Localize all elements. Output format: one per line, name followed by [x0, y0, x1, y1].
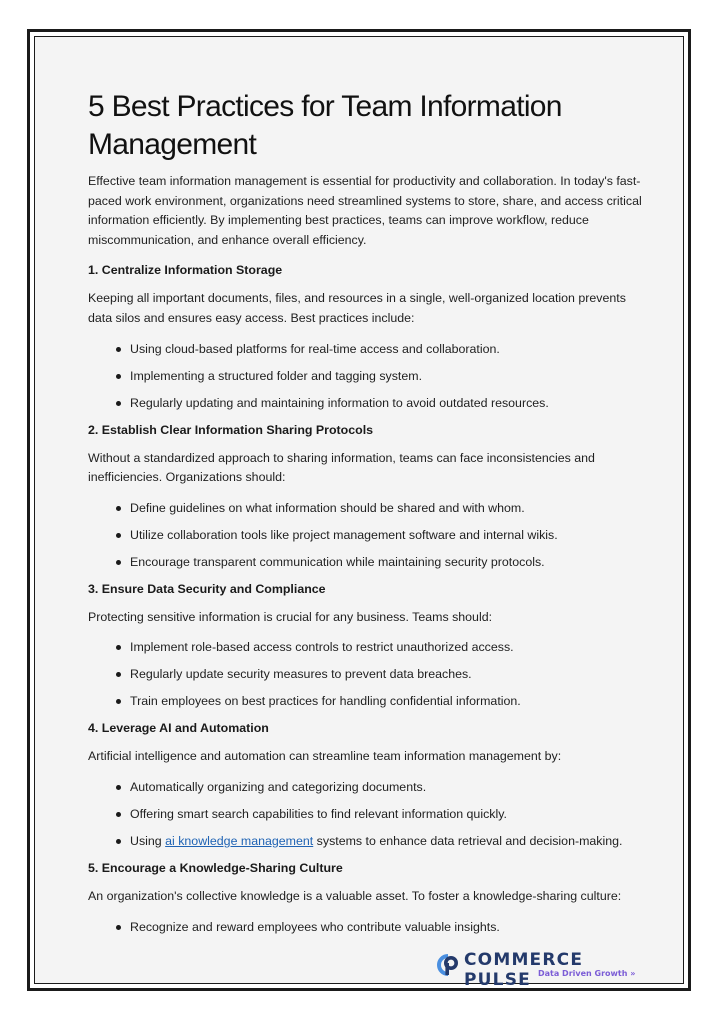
- ai-knowledge-management-link[interactable]: ai knowledge management: [165, 833, 314, 848]
- bullet-icon: [116, 839, 121, 844]
- bullet-icon: [116, 699, 121, 704]
- section-3-heading: 3. Ensure Data Security and Compliance: [88, 581, 326, 596]
- section-5-list: [88, 918, 648, 937]
- section-2-heading: 2. Establish Clear Information Sharing Protocols: [88, 422, 374, 437]
- bullet-icon: [116, 401, 121, 406]
- intro-paragraph: Effective team information management is essential for productivity and collaboration. In today's fast-paced work environment, organizations need streamlined systems to store, share, and access critical information efficiently. By implementing best practices, teams can improve workflow, reduce miscommunication, and enhance overall efficiency.: [88, 174, 642, 247]
- bullet-icon: [116, 347, 121, 352]
- section-5-paragraph: An organization's collective knowledge is a valuable asset. To foster a knowledge-sharing culture:: [88, 888, 622, 903]
- list-item: Offering smart search capabilities to find relevant information quickly.: [88, 805, 648, 824]
- section-1-heading: 1. Centralize Information Storage: [88, 263, 283, 278]
- list-item: Recognize and reward employees who contribute valuable insights.: [88, 918, 648, 937]
- bullet-icon: [116, 374, 121, 379]
- section-2-paragraph: Without a standardized approach to sharing information, teams can face inconsistencies and inefficiencies. Organizations should:: [88, 450, 595, 485]
- logo-brand-text: COMMERCE PULSE: [464, 950, 584, 990]
- bullet-icon: [116, 533, 121, 538]
- bullet-icon: [116, 645, 121, 650]
- bullet-icon: [116, 785, 121, 790]
- list-item: Using ai knowledge management systems to enhance data retrieval and decision-making.: [88, 832, 648, 851]
- section-3-list: [88, 638, 648, 711]
- bullet-icon: [116, 506, 121, 511]
- commerce-pulse-logo: [434, 950, 640, 990]
- section-4-list: [88, 778, 648, 851]
- list-item: Utilize collaboration tools like project management software and internal wikis.: [88, 526, 648, 545]
- document-body: [88, 88, 648, 945]
- page-title: 5 Best Practices for Team Information Management: [88, 90, 562, 161]
- section-1-list: [88, 340, 648, 413]
- section-5-heading: 5. Encourage a Knowledge-Sharing Culture: [88, 860, 343, 875]
- logo-tagline: Data Driven Growth »: [538, 969, 636, 978]
- list-item: Implement role-based access controls to restrict unauthorized access.: [88, 638, 648, 657]
- list-item: Regularly updating and maintaining information to avoid outdated resources.: [88, 394, 648, 413]
- cp-monogram-icon: [434, 952, 460, 978]
- list-item: Automatically organizing and categorizing documents.: [88, 778, 648, 797]
- bullet-icon: [116, 560, 121, 565]
- bullet-icon: [116, 812, 121, 817]
- list-item: Train employees on best practices for handling confidential information.: [88, 692, 648, 711]
- bullet-icon: [116, 672, 121, 677]
- double-chevron-icon: »: [630, 969, 636, 978]
- section-3-paragraph: Protecting sensitive information is crucial for any business. Teams should:: [88, 609, 493, 624]
- section-4-paragraph: Artificial intelligence and automation can streamline team information management by:: [88, 749, 562, 764]
- bullet-icon: [116, 925, 121, 930]
- section-1-paragraph: Keeping all important documents, files, and resources in a single, well-organized location prevents data silos and ensures easy access. Best practices include:: [88, 291, 626, 325]
- list-item: Define guidelines on what information should be shared and with whom.: [88, 499, 648, 518]
- list-item: Encourage transparent communication while maintaining security protocols.: [88, 553, 648, 572]
- section-2-list: [88, 499, 648, 572]
- list-item: Using cloud-based platforms for real-time access and collaboration.: [88, 340, 648, 359]
- list-item: Regularly update security measures to prevent data breaches.: [88, 665, 648, 684]
- section-4-heading: 4. Leverage AI and Automation: [88, 721, 269, 736]
- list-item: Implementing a structured folder and tagging system.: [88, 367, 648, 386]
